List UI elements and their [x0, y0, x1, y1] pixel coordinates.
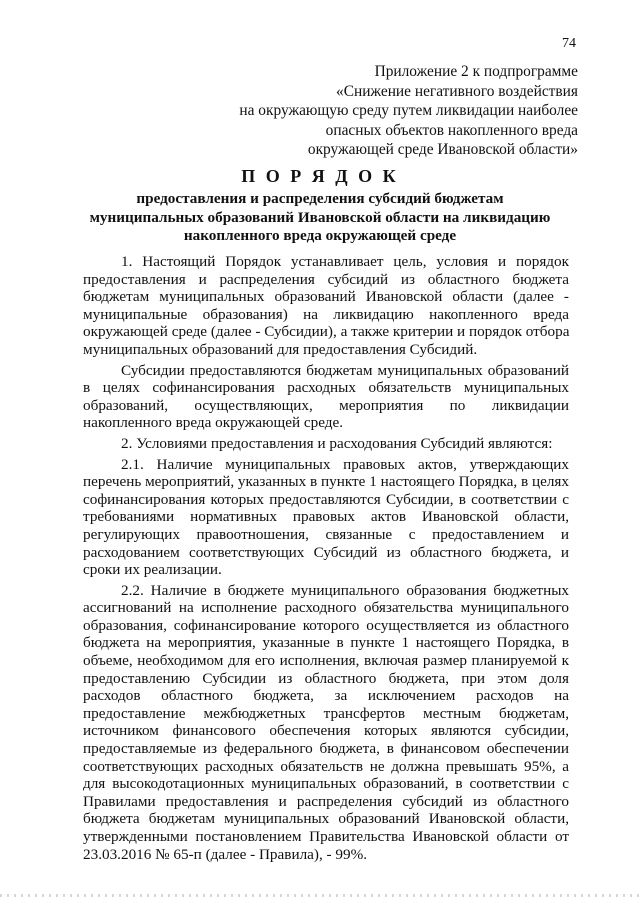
appendix-line: Приложение 2 к подпрограмме — [374, 63, 578, 80]
subtitle-line: муниципальных образований Ивановской области на ликвидацию — [89, 208, 551, 226]
text-line: муниципальных образований для предоставления Субсидий. — [83, 340, 478, 358]
text-line: Субсидии предоставляются бюджетам муниципальных образований — [121, 361, 569, 379]
document-subtitle — [60, 190, 580, 246]
scan-edge-artifact — [0, 894, 640, 897]
text-line: 2.2. Наличие в бюджете муниципального образования бюджетных — [121, 581, 569, 599]
text-line: бюджетам муниципальных образований Ивановской области (далее - — [83, 288, 569, 306]
text-line: объеме, необходимом для его исполнения, включая размер планируемой к — [83, 652, 569, 670]
text-line: расходованием соответствующих Субсидий из областного бюджета, и — [83, 543, 569, 561]
document-title: П О Р Я Д О К — [241, 166, 399, 186]
subtitle-line: накопленного вреда окружающей среде — [183, 227, 457, 245]
text-line: предоставлению Субсидии из областного бюджета, при этом доля — [83, 669, 569, 687]
text-line: предоставления и распределения субсидий из областного бюджета — [83, 270, 569, 288]
text-line: окружающей среде (далее - Субсидии), а также критерии и порядок отбора — [83, 323, 570, 341]
text-line: утвержденными постановлением Правительства Ивановской области от — [83, 828, 569, 845]
text-line: 1. Настоящий Порядок устанавливает цель, условия и порядок — [121, 253, 569, 270]
text-line: требованиями нормативных правовых актов Ивановской области, — [83, 508, 569, 526]
paragraph-5 — [83, 582, 569, 864]
text-line: источником финансового обеспечения которых являются субсидии, — [83, 722, 569, 740]
text-line: бюджета бюджетам муниципальных образований Ивановской области, — [83, 810, 569, 828]
appendix-line: окружающей среде Ивановской области» — [307, 141, 578, 159]
text-line: ассигнований на исполнение расходного обязательства муниципального — [83, 599, 569, 617]
text-line: Правилами предоставления и распределения субсидий из областного — [83, 792, 569, 810]
text-line: предоставляемые из федерального бюджета, в финансовом обеспечении — [83, 740, 569, 758]
text-line: софинансирования которых предоставляются Субсидии, в соответствии с — [83, 490, 569, 508]
paragraph-1 — [83, 253, 569, 359]
text-line: сроки их реализации. — [83, 561, 222, 579]
appendix-line: «Снижение негативного воздействия — [336, 82, 578, 100]
paragraph-3 — [83, 435, 569, 453]
appendix-line: на окружающую среду путем ликвидации наиболее — [239, 102, 578, 120]
text-line: соответствующих расходных обязательств не должна превышать 95%, а — [83, 757, 569, 775]
text-line: 2.1. Наличие муниципальных правовых актов, утверждающих — [121, 455, 569, 473]
subtitle-line: предоставления и распределения субсидий бюджетам — [136, 190, 504, 207]
text-line: перечень мероприятий, указанных в пункте 1 настоящего Порядка, в целях — [83, 473, 569, 491]
text-line: 2. Условиями предоставления и расходования Субсидий являются: — [121, 434, 553, 452]
text-line: регулирующих правоотношения, связанные с предоставлением и — [83, 525, 569, 543]
appendix-heading — [239, 62, 578, 160]
text-line: накопленного вреда окружающей среде. — [83, 414, 344, 432]
text-line: в целях софинансирования расходных обязательств муниципальных — [83, 379, 569, 397]
page-number: 74 — [562, 36, 576, 51]
text-line: 23.03.2016 № 65-п (далее - Правила), - 99%. — [83, 845, 368, 863]
text-line: бюджета на мероприятия, указанные в пункте 1 настоящего Порядка, в — [83, 634, 569, 652]
text-line: образования, софинансирование которого осуществляется из областного — [83, 616, 569, 634]
text-line: образований, осуществляющих, мероприятия по ликвидации — [83, 396, 569, 414]
appendix-line: опасных объектов накопленного вреда — [325, 121, 578, 139]
document-body — [83, 253, 569, 866]
text-line: предоставление межбюджетных трансфертов местным бюджетам, — [83, 704, 569, 722]
paragraph-2 — [83, 362, 569, 432]
text-line: муниципальные образования) на ликвидацию накопленного вреда — [83, 305, 569, 323]
text-line: расходов областного бюджета, за исключением расходов на — [83, 687, 569, 705]
paragraph-4 — [83, 456, 569, 579]
text-line: для высокодотационных муниципальных образований, в соответствии с — [83, 775, 569, 793]
